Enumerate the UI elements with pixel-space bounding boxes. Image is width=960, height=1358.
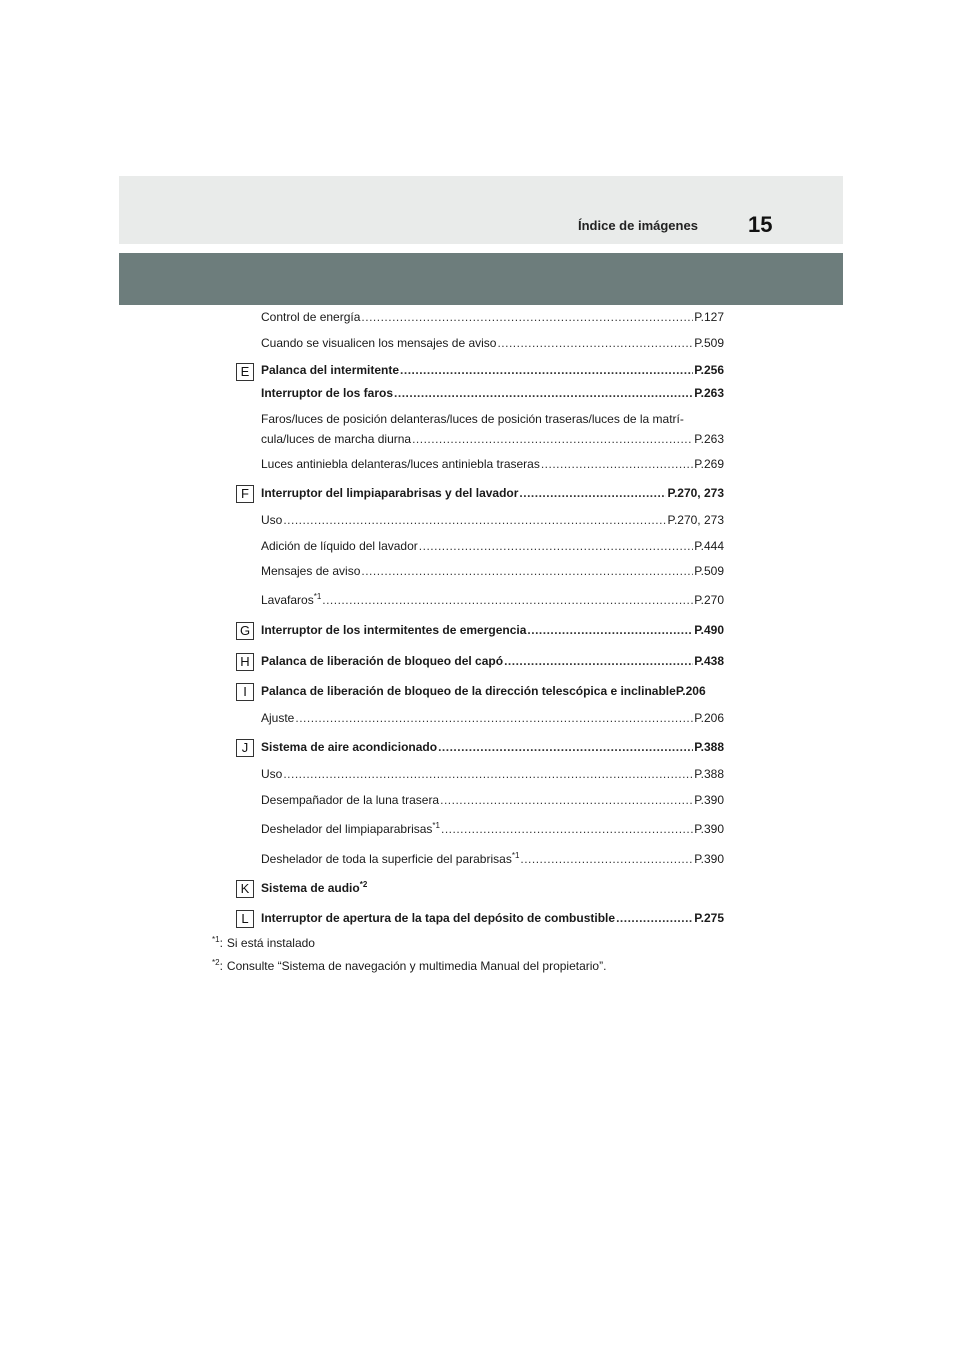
page-ref: P.256 [694, 363, 724, 377]
footnote-mark: *2 [212, 958, 220, 967]
page-ref: P.263 [694, 386, 724, 400]
letter-marker-g: G [236, 622, 254, 640]
footnote-mark: *1 [313, 592, 322, 601]
page-ref: P.388 [694, 740, 724, 754]
dot-leader [361, 564, 693, 578]
page-ref: P.206 [694, 711, 724, 725]
dot-leader [504, 654, 693, 668]
index-entry [261, 336, 724, 354]
page-ref: P.438 [694, 654, 724, 668]
index-entry [261, 432, 724, 450]
page-ref: P.509 [694, 564, 724, 578]
dot-leader [419, 539, 693, 553]
entry-label: Luces antiniebla delanteras/luces antiniebla traseras [261, 457, 540, 471]
index-entry [261, 740, 724, 758]
page-ref: P.127 [694, 310, 724, 324]
page-ref: P.270 [694, 593, 724, 607]
letter-marker-i: I [236, 683, 254, 701]
entry-label: Palanca de liberación de bloqueo de la dirección telescópica e inclinable [261, 684, 676, 698]
index-entry [261, 486, 724, 504]
entry-label: Uso [261, 767, 283, 781]
index-entry [261, 564, 724, 582]
dot-leader [519, 486, 666, 500]
footnote-mark: *1 [511, 851, 520, 860]
footnote-text: Consulte “Sistema de navegación y multimedia Manual del propietario”. [226, 959, 607, 973]
index-entry [261, 852, 724, 870]
footnote: $^{*1}$: Si está instalado [212, 935, 315, 950]
dot-leader [541, 457, 693, 471]
dot-leader [295, 711, 693, 725]
entry-label: Interruptor del limpiaparabrisas y del lavador [261, 486, 519, 500]
page-ref: P.269 [694, 457, 724, 471]
entry-label: Mensajes de aviso [261, 564, 361, 578]
dot-leader [520, 852, 693, 866]
entry-label: Deshelador del limpiaparabrisas$^{*1}$ [261, 821, 440, 836]
index-entry [261, 767, 724, 785]
page-ref: P.444 [694, 539, 724, 553]
index-entry [261, 881, 724, 899]
entry-label: Palanca del intermitente [261, 363, 400, 377]
entry-label: Interruptor de los faros [261, 386, 394, 400]
index-entry [261, 457, 724, 475]
letter-marker-k: K [236, 880, 254, 898]
index-entry [261, 793, 724, 811]
letter-marker-e: E [236, 363, 254, 381]
page-ref: P.390 [694, 822, 724, 836]
dot-leader [322, 593, 693, 607]
index-entry [261, 711, 724, 729]
index-entry [261, 386, 724, 404]
entry-label: Deshelador de toda la superficie del parabrisas$^{*1}$ [261, 851, 520, 866]
index-entry [261, 593, 724, 611]
page-ref: P.275 [694, 911, 724, 925]
footnote-text: Si está instalado [226, 936, 315, 950]
index-entry [261, 684, 741, 702]
dot-leader [438, 740, 693, 754]
dot-leader [400, 363, 693, 377]
letter-marker-h: H [236, 653, 254, 671]
dot-leader [394, 386, 693, 400]
entry-label: cula/luces de marcha diurna [261, 432, 412, 446]
letter-marker-l: L [236, 910, 254, 928]
entry-label: Cuando se visualicen los mensajes de aviso [261, 336, 497, 350]
entry-label-line: Faros/luces de posición delanteras/luces de posición traseras/luces de la matrí- [261, 412, 684, 426]
dot-leader [441, 822, 693, 836]
dot-leader [440, 793, 693, 807]
index-entry [261, 911, 724, 929]
dot-leader [412, 432, 693, 446]
entry-label: Lavafaros$^{*1}$ [261, 592, 322, 607]
footnote-mark: *1 [212, 935, 220, 944]
entry-label: Interruptor de apertura de la tapa del depósito de combustible [261, 911, 616, 925]
header-top-panel [119, 176, 843, 244]
index-entry [261, 654, 724, 672]
footnote-mark: *1 [432, 821, 440, 830]
dot-leader [283, 767, 693, 781]
letter-marker-j: J [236, 739, 254, 757]
dot-leader [527, 623, 693, 637]
index-entry [261, 623, 724, 641]
letter-marker-f: F [236, 485, 254, 503]
page-ref: P.270, 273 [667, 486, 724, 500]
page-ref: P.270, 273 [667, 513, 724, 527]
header-band [119, 253, 843, 305]
footnote: $^{*2}$: Consulte “Sistema de navegación y multimedia Manual del propietario”. [212, 958, 607, 973]
dot-leader [616, 911, 693, 925]
entry-label: Palanca de liberación de bloqueo del capó [261, 654, 504, 668]
footnote-mark: *2 [359, 880, 368, 889]
section-title: Índice de imágenes [578, 218, 698, 233]
page-ref: P.263 [694, 432, 724, 446]
page-ref: P.490 [694, 623, 724, 637]
dot-leader [361, 310, 693, 324]
entry-label: Interruptor de los intermitentes de emergencia [261, 623, 527, 637]
page-ref: P.388 [694, 767, 724, 781]
page-ref: P.206 [675, 684, 706, 698]
entry-label: Sistema de audio$^{*2}$ [261, 880, 368, 895]
index-entry [261, 310, 724, 328]
page-number: 15 [748, 212, 773, 237]
index-entry [261, 822, 724, 840]
entry-label: Sistema de aire acondicionado [261, 740, 438, 754]
page-ref: P.390 [694, 793, 724, 807]
dot-leader [283, 513, 666, 527]
entry-label: Ajuste [261, 711, 295, 725]
index-entry [261, 513, 724, 531]
index-entry [261, 363, 724, 381]
page-ref: P.390 [694, 852, 724, 866]
index-entry [261, 539, 724, 557]
page-ref: P.509 [694, 336, 724, 350]
entry-label: Desempañador de la luna trasera [261, 793, 440, 807]
entry-label: Control de energía [261, 310, 361, 324]
dot-leader [497, 336, 693, 350]
entry-label: Uso [261, 513, 283, 527]
entry-label: Adición de líquido del lavador [261, 539, 418, 553]
